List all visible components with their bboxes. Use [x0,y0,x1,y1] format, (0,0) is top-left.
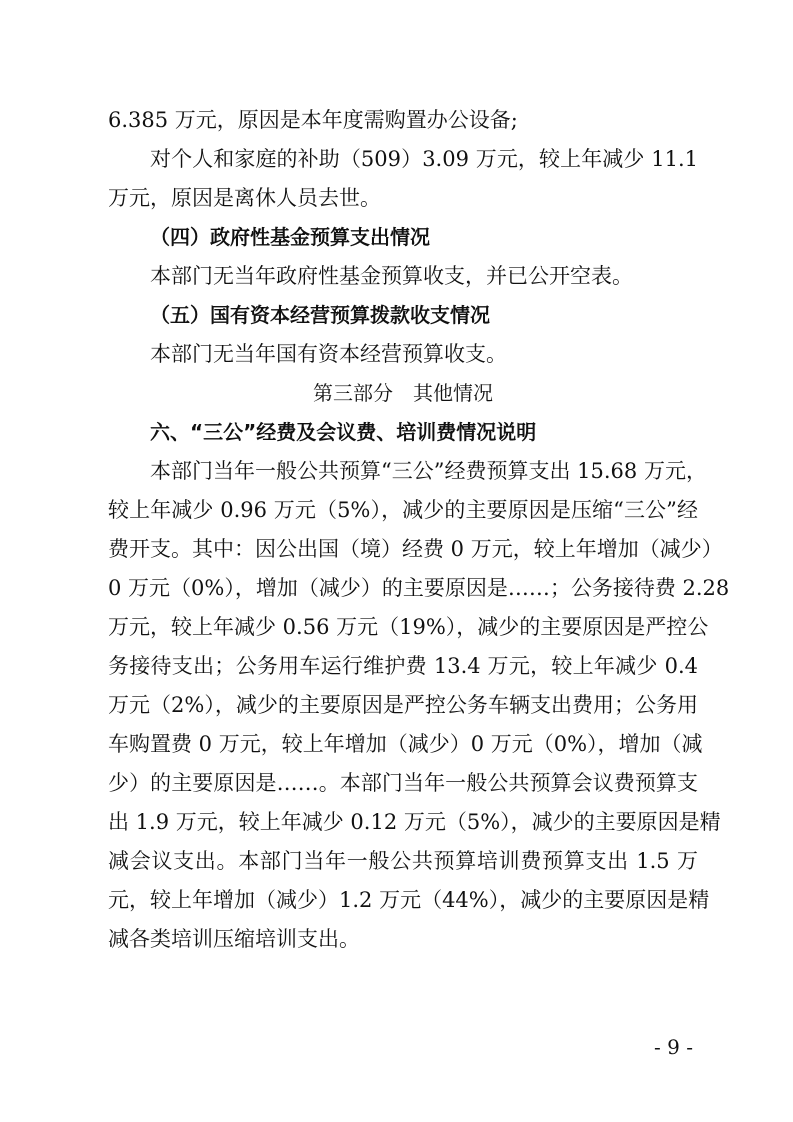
text-line-18: 少）的主要原因是……。本部门当年一般公共预算会议费预算支 [108,771,698,795]
page-number: - 9 - [654,1035,693,1059]
text-line-22: 减各类培训压缩培训支出。 [108,927,360,951]
text-line-15: 务接待支出；公务用车运行维护费 13.4 万元，较上年减少 0.4 [108,654,698,678]
text-line-3: 万元，原因是离休人员去世。 [108,186,381,210]
text-line-1: 6.385 万元，原因是本年度需购置办公设备; [108,108,518,132]
section-heading-5: （五）国有资本经营预算拨款收支情况 [150,303,490,327]
text-line-12: 费开支。其中：因公出国（境）经费 0 万元，较上年增加（减少） [108,537,723,561]
text-line-10: 本部门当年一般公共预算“三公”经费预算支出 15.68 万元， [150,459,707,483]
text-line-17: 车购置费 0 万元，较上年增加（减少）0 万元（0%），增加（减 [108,732,703,756]
text-line-7: 本部门无当年国有资本经营预算收支。 [150,342,507,366]
text-line-5: 本部门无当年政府性基金预算收支，并已公开空表。 [150,264,633,288]
text-line-19: 出 1.9 万元，较上年减少 0.12 万元（5%），减少的主要原因是精 [108,810,721,834]
text-line-11: 较上年减少 0.96 万元（5%），减少的主要原因是压缩“三公”经 [108,498,698,522]
part-heading: 第三部分 其他情况 [313,381,493,405]
text-line-16: 万元（2%），减少的主要原因是严控公务车辆支出费用；公务用 [108,693,698,717]
text-line-14: 万元，较上年减少 0.56 万元（19%），减少的主要原因是严控公 [108,615,709,639]
section-heading-6: 六、“三公”经费及会议费、培训费情况说明 [150,420,537,444]
text-line-13: 0 万元（0%），增加（减少）的主要原因是……；公务接待费 2.28 [108,576,730,600]
text-line-21: 元，较上年增加（减少）1.2 万元（44%），减少的主要原因是精 [108,888,710,912]
section-heading-4: （四）政府性基金预算支出情况 [150,225,430,249]
text-line-20: 减会议支出。本部门当年一般公共预算培训费预算支出 1.5 万 [108,849,698,873]
text-line-2: 对个人和家庭的补助（509）3.09 万元，较上年减少 11.1 [150,147,698,171]
